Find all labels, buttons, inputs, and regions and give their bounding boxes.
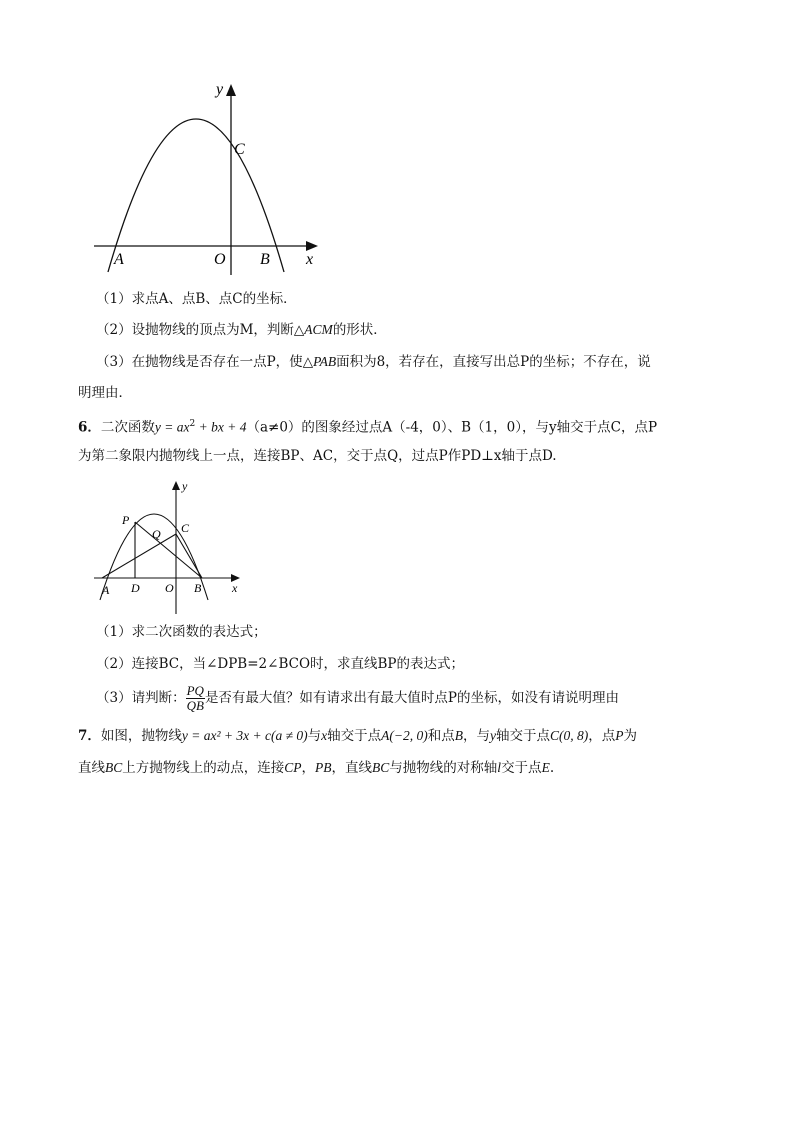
y-axis-arrow [172,481,180,490]
label-y: y [216,81,224,98]
label-x: x [306,251,314,268]
q6-stem-line1: 6．二次函数$y = ax^2$ + bx + 4（a≠0）的图象经过点A（-4，0）、B（1，0），与y轴交于点C，点P [78,419,658,436]
parabola-figure-2 [90,478,250,618]
label-c: C [234,141,245,158]
q5-part3-cont: 明理由． [78,385,132,401]
q5-part2: （2）设抛物线的顶点为M，判断△ACM的形状． [96,322,387,338]
label-o: O [214,251,226,268]
q6-part3: （3）请判断： $\frac{PQ}{QB}$ 是否有最大值？如有请求出有最大值时点P的坐标，如没有请说明理由 [96,683,620,713]
q7-stem-line1: 7．如图，抛物线y = ax² + 3x + c(a ≠ 0)与x轴交于点A(−2, 0)和点B，与y轴交于点C(0, 8)，点P为 [78,728,638,744]
label-p: P [122,513,130,527]
label-d: D [131,581,140,595]
segment-pb [135,522,202,578]
label-b: B [260,251,270,268]
q6-stem-line2: 为第二象限内抛物线上一点，连接BP、AC，交于点Q，过点P作PD⊥x轴于点D. [78,448,557,464]
y-axis-arrow [226,84,236,96]
parabola-figure-1 [90,78,330,278]
label-a: A [114,251,124,268]
segment-cb [176,534,202,578]
label-x: x [232,581,238,595]
label-o: O [165,581,174,595]
x-axis-arrow [306,241,318,251]
q6-part1: （1）求二次函数的表达式； [96,624,267,640]
segment-ac [102,534,176,578]
q7-stem-line2: 直线BC上方抛物线上的动点，连接CP，PB，直线BC与抛物线的对称轴l交于点E. [78,760,555,776]
label-q: Q [152,527,161,541]
q5-part1: （1）求点A、点B、点C的坐标． [96,291,297,307]
q6-part2: （2）连接BC，当∠DPB=2∠BCO时，求直线BP的表达式； [96,656,465,672]
label-c: C [181,521,190,535]
q5-part3: （3）在抛物线是否存在一点P，使△PAB面积为8，若存在，直接写出总P的坐标；不存在，说 [96,354,651,370]
fraction-pq-qb: $\frac{PQ}{QB}$ [186,683,204,713]
label-b: B [194,581,202,595]
label-a: A [102,583,110,597]
parabola-curve [108,119,284,272]
label-y: y [182,479,188,493]
